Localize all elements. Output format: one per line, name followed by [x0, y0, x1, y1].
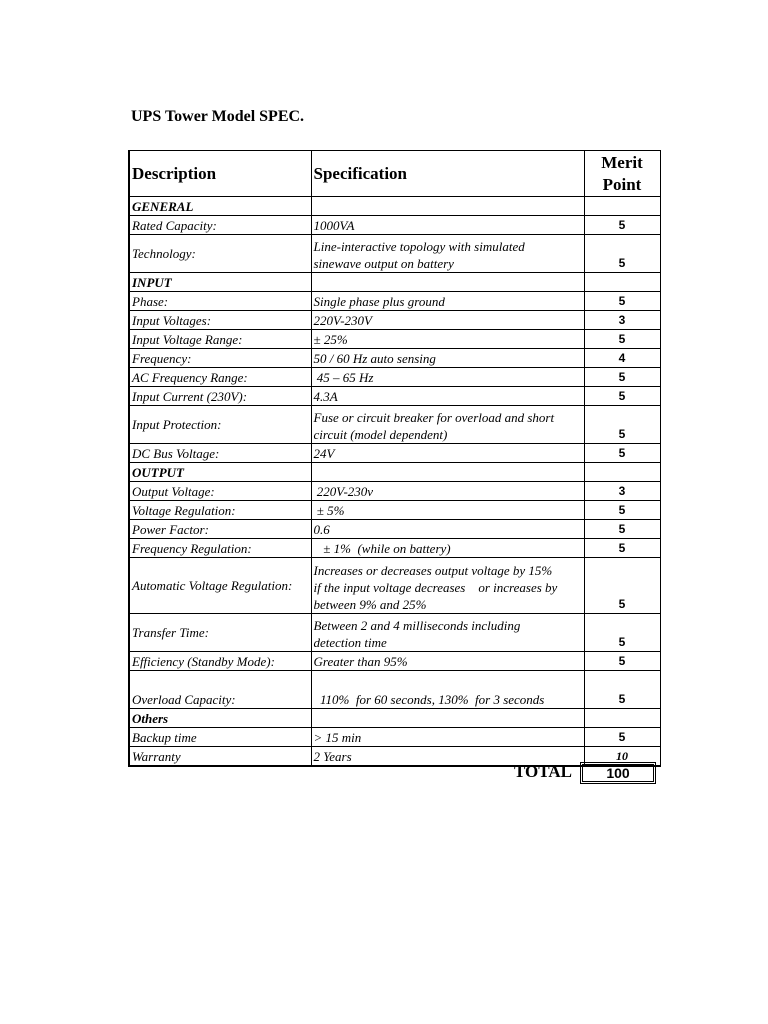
row-description: Input Voltages:: [129, 311, 311, 330]
row-merit-point: 3: [584, 482, 660, 501]
row-merit-point: 5: [584, 330, 660, 349]
spec-line: 220V-230V: [313, 313, 372, 328]
table-row: [129, 652, 660, 671]
row-description: Efficiency (Standby Mode):: [129, 652, 311, 671]
section-label: GENERAL: [129, 197, 311, 216]
spec-line: 110% for 60 seconds, 130% for 3 seconds: [313, 692, 545, 707]
table-row: [129, 311, 660, 330]
row-description: Input Protection:: [129, 406, 311, 444]
row-specification: [311, 235, 584, 273]
table-row: [129, 235, 660, 273]
row-specification: [311, 558, 584, 614]
empty-cell: [311, 709, 584, 728]
spec-line: 45 – 65 Hz: [313, 370, 374, 385]
table-body: [129, 197, 660, 766]
spec-line: > 15 min: [313, 730, 362, 745]
table-row: [129, 349, 660, 368]
row-specification: [311, 520, 584, 539]
row-description: Technology:: [129, 235, 311, 273]
row-merit-point: 5: [584, 406, 660, 444]
row-description: Transfer Time:: [129, 614, 311, 652]
row-specification: [311, 501, 584, 520]
row-merit-point: 5: [584, 444, 660, 463]
header-specification: Specification: [311, 151, 584, 197]
section-row: [129, 709, 660, 728]
row-description: Rated Capacity:: [129, 216, 311, 235]
row-description: Warranty: [129, 747, 311, 766]
row-specification: [311, 671, 584, 709]
row-description: Phase:: [129, 292, 311, 311]
row-merit-point: 5: [584, 558, 660, 614]
row-description: AC Frequency Range:: [129, 368, 311, 387]
row-specification: [311, 482, 584, 501]
table-row: [129, 520, 660, 539]
spec-line: sinewave output on battery: [313, 256, 454, 271]
header-merit-line1: Merit: [601, 152, 643, 172]
row-specification: [311, 216, 584, 235]
row-description: Frequency:: [129, 349, 311, 368]
table-row: [129, 671, 660, 709]
row-merit-point: 5: [584, 539, 660, 558]
spec-line: ± 1% (while on battery): [313, 541, 451, 556]
row-merit-point: 5: [584, 671, 660, 709]
table-row: [129, 501, 660, 520]
spec-line: 1000VA: [313, 218, 355, 233]
spec-line: detection time: [313, 635, 387, 650]
row-description: Power Factor:: [129, 520, 311, 539]
spec-line: Line-interactive topology with simulated: [313, 239, 525, 254]
table-row: [129, 539, 660, 558]
section-label: OUTPUT: [129, 463, 311, 482]
page-title: UPS Tower Model SPEC.: [131, 108, 305, 125]
row-merit-point: 5: [584, 501, 660, 520]
row-merit-point: 5: [584, 614, 660, 652]
spec-line: ± 25%: [313, 332, 348, 347]
row-merit-point: 5: [584, 292, 660, 311]
row-specification: [311, 444, 584, 463]
section-label: INPUT: [129, 273, 311, 292]
row-specification: [311, 349, 584, 368]
row-description: Input Voltage Range:: [129, 330, 311, 349]
table-row: [129, 216, 660, 235]
table-row: [129, 292, 660, 311]
section-label: Others: [129, 709, 311, 728]
row-specification: [311, 539, 584, 558]
table-row: [129, 728, 660, 747]
spec-table: [128, 150, 661, 767]
empty-cell: [584, 463, 660, 482]
spec-line: circuit (model dependent): [313, 427, 448, 442]
spec-line: 2 Years: [313, 748, 352, 764]
row-merit-point: 5: [584, 728, 660, 747]
section-row: [129, 463, 660, 482]
table-row: [129, 387, 660, 406]
row-description: Voltage Regulation:: [129, 501, 311, 520]
row-description: Overload Capacity:: [129, 671, 311, 709]
row-specification: [311, 330, 584, 349]
empty-cell: [311, 463, 584, 482]
spec-line: if the input voltage decreases or increases by: [313, 580, 558, 595]
row-specification: [311, 311, 584, 330]
total-value: 100: [580, 762, 656, 784]
row-merit-point: 10: [584, 747, 660, 766]
row-specification: [311, 387, 584, 406]
row-merit-point: 5: [584, 387, 660, 406]
header-description: Description: [129, 151, 311, 197]
table-row: [129, 614, 660, 652]
row-merit-point: 5: [584, 368, 660, 387]
spec-line: 4.3A: [313, 389, 338, 404]
row-specification: [311, 368, 584, 387]
spec-line: Single phase plus ground: [313, 294, 445, 309]
row-description: Output Voltage:: [129, 482, 311, 501]
empty-cell: [584, 709, 660, 728]
header-merit-line2: Point: [602, 174, 642, 194]
row-merit-point: 5: [584, 652, 660, 671]
row-merit-point: 5: [584, 520, 660, 539]
spec-line: 50 / 60 Hz auto sensing: [313, 351, 436, 366]
row-description: Frequency Regulation:: [129, 539, 311, 558]
row-merit-point: 5: [584, 216, 660, 235]
spec-line: 0.6: [313, 522, 330, 537]
row-specification: [311, 614, 584, 652]
table-row: [129, 368, 660, 387]
row-description: DC Bus Voltage:: [129, 444, 311, 463]
spec-line: 24V: [313, 446, 335, 461]
table-row: [129, 482, 660, 501]
empty-cell: [311, 197, 584, 216]
row-description: Input Current (230V):: [129, 387, 311, 406]
empty-cell: [584, 197, 660, 216]
row-merit-point: 4: [584, 349, 660, 368]
empty-cell: [584, 273, 660, 292]
row-description: Automatic Voltage Regulation:: [129, 558, 311, 614]
table-header: [129, 151, 660, 197]
spec-line: Increases or decreases output voltage by 15%: [313, 563, 553, 578]
total-label: TOTAL: [514, 762, 572, 781]
row-specification: [311, 406, 584, 444]
spec-line: Between 2 and 4 milliseconds including: [313, 618, 521, 633]
spec-line: between 9% and 25%: [313, 597, 427, 612]
spec-line: 220V-230v: [313, 484, 374, 499]
table-row: [129, 330, 660, 349]
row-specification: [311, 652, 584, 671]
row-description: Backup time: [129, 728, 311, 747]
spec-line: Greater than 95%: [313, 654, 408, 669]
table-row: [129, 406, 660, 444]
row-specification: [311, 292, 584, 311]
section-row: [129, 197, 660, 216]
empty-cell: [311, 273, 584, 292]
row-merit-point: 5: [584, 235, 660, 273]
table-row: [129, 558, 660, 614]
spec-line: Fuse or circuit breaker for overload and short: [313, 410, 555, 425]
header-merit-point: [584, 151, 660, 197]
section-row: [129, 273, 660, 292]
row-specification: [311, 728, 584, 747]
table-row: [129, 444, 660, 463]
spec-line: ± 5%: [313, 503, 345, 518]
row-merit-point: 3: [584, 311, 660, 330]
